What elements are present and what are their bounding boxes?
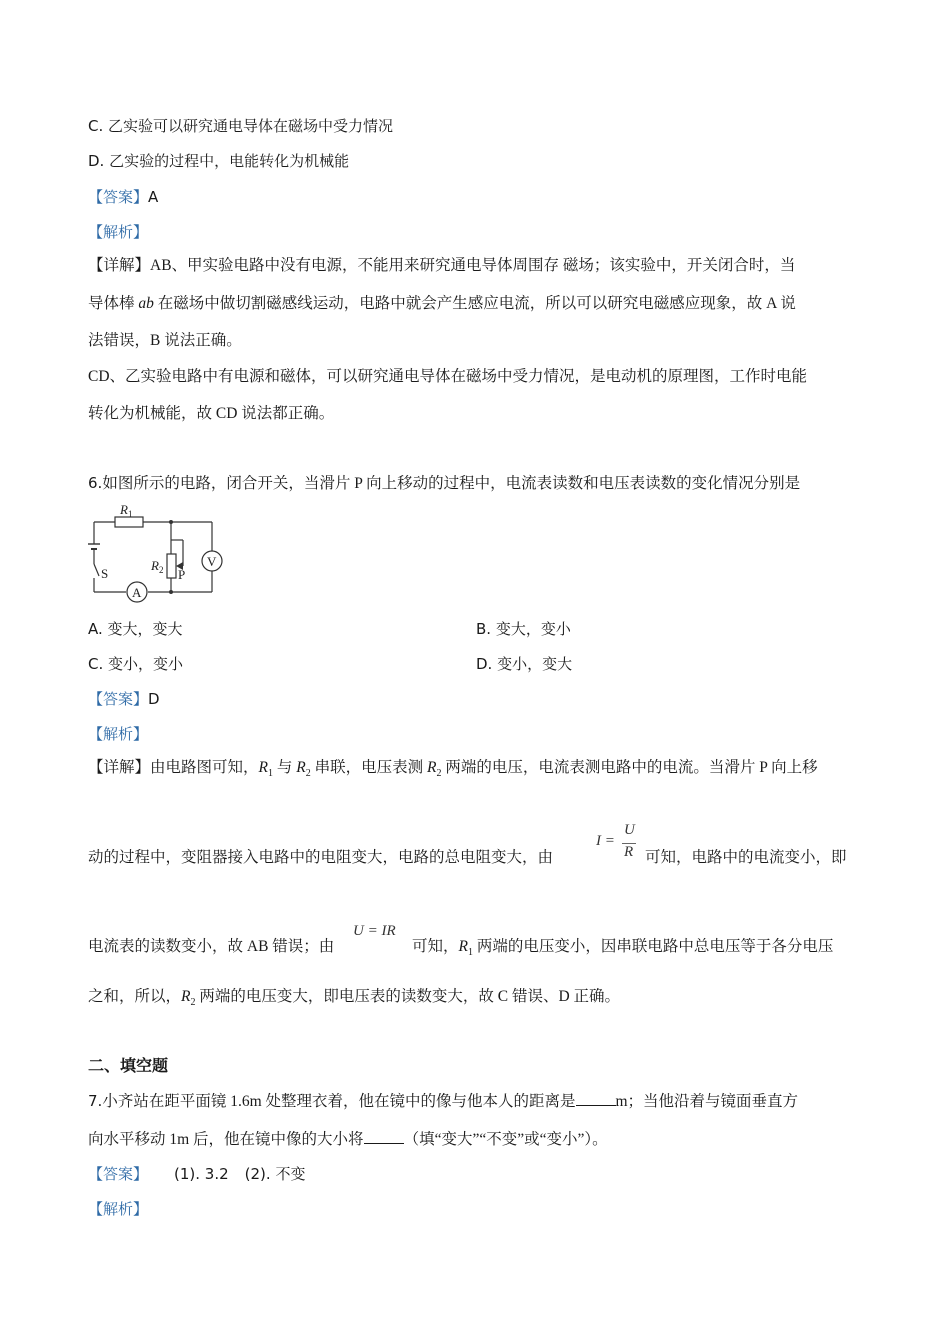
label-r2: $R_2$ [151, 558, 164, 575]
subscript: 2 [190, 997, 196, 1009]
q7-answer [88, 1164, 305, 1184]
q5-answer [88, 187, 158, 207]
detail-tag: 【详解】 [88, 759, 151, 776]
q6-option-b: B. 变大，变小 [476, 620, 571, 638]
question-number: 6. [88, 474, 103, 492]
label-s: S [101, 566, 109, 581]
answer-tag: 【答案】 [88, 188, 149, 206]
q5-detail-line-3: 法错误，B 说法正确。 [88, 332, 242, 349]
detail-text: 由电路图可知， [150, 759, 259, 776]
switch-s [94, 564, 99, 576]
answer-value-2: (2). 不变 [244, 1165, 306, 1183]
q5-detail-line-2 [88, 294, 796, 314]
var-r: R [181, 988, 191, 1005]
label-p: P [178, 567, 186, 582]
detail-text: AB、甲实验电路中没有电源，不能用来研究通电导体周围存 磁场；该实验中，开关闭合时，当 [150, 257, 796, 274]
question-text: 向水平移动 1m 后，他在镜中像的大小将 [88, 1131, 364, 1148]
q7-analysis-tag: 【解析】 [88, 1200, 149, 1218]
detail-tag: 【详解】 [88, 257, 151, 274]
formula-lhs: I = [596, 833, 615, 849]
var-ab: ab [138, 295, 154, 312]
var-r: R [296, 759, 306, 776]
detail-text: 与 [273, 759, 297, 776]
detail-text: 两端的电压，电流表测电路中的电流。当滑片 P 向上移 [441, 759, 818, 776]
q5-analysis-tag: 【解析】 [88, 223, 149, 241]
label-a: A [132, 585, 142, 600]
resistor-r2 [167, 554, 176, 578]
subscript: 1 [268, 768, 273, 780]
circuit-diagram [86, 500, 228, 604]
q6-stem [88, 473, 800, 494]
q6-option-d: D. 变小，变大 [476, 655, 573, 673]
q6-analysis-tag: 【解析】 [88, 725, 149, 743]
detail-text: 两端的电压变小，因串联电路中总电压等于各分电压 [472, 938, 834, 955]
q6-detail-line-2b: 可知，电路中的电流变小，即 [645, 849, 847, 866]
detail-text: 在磁场中做切割磁感线运动，电路中就会产生感应电流，所以可以研究电磁感应现象，故 A 说 [153, 295, 796, 312]
answer-blank[interactable] [364, 1129, 404, 1144]
question-text: 如图所示的电路，闭合开关，当滑片 P 向上移动的过程中，电流表读数和电压表读数的变化情况分别是 [102, 475, 801, 492]
detail-text: 可知， [412, 938, 459, 955]
q6-detail-line-2a: 动的过程中，变阻器接入电路中的电阻变大，电路的总电阻变大，由 [88, 849, 554, 866]
section-heading: 二、填空题 [88, 1056, 169, 1075]
q7-stem-line-2 [88, 1129, 608, 1150]
formula-ohms-law-voltage: U = IR [353, 923, 396, 939]
detail-text: 导体棒 [88, 295, 139, 312]
var-r: R [427, 759, 437, 776]
q6-option-a: A. 变大，变大 [88, 620, 183, 638]
question-text: （填“变大”“不变”或“变小”）。 [403, 1131, 608, 1148]
answer-tag: 【答案】 [88, 1165, 149, 1183]
q6-detail-line-3a: 电流表的读数变小，故 AB 错误；由 [88, 938, 335, 955]
question-number: 7. [88, 1092, 103, 1110]
question-text: m；当他沿着与镜面垂直方 [615, 1093, 799, 1110]
q6-detail-line-3b [412, 937, 833, 963]
answer-blank[interactable] [576, 1091, 616, 1106]
answer-value: D [148, 690, 160, 708]
detail-text: 串联，电压表测 [310, 759, 427, 776]
q6-answer [88, 689, 160, 709]
junction-dot [169, 520, 173, 524]
question-text: 小齐站在距平面镜 1.6m 处整理衣着，他在镜中的像与他本人的距离是 [102, 1093, 576, 1110]
q5-detail-line-1 [88, 256, 795, 276]
q5-detail-line-5: 转化为机械能，故 CD 说法都正确。 [88, 405, 335, 422]
formula-numerator: U [624, 822, 635, 838]
junction-dot [169, 590, 173, 594]
q6-option-c: C. 变小，变小 [88, 655, 184, 673]
subscript: 2 [436, 768, 442, 780]
q6-detail-line-1 [88, 758, 818, 784]
formula-ohms-law-current [596, 822, 638, 866]
label-r1: $R_1$ [120, 502, 133, 519]
q7-stem-line-1 [88, 1091, 798, 1112]
detail-text: 之和，所以， [88, 988, 182, 1005]
subscript: 1 [467, 947, 473, 959]
answer-tag: 【答案】 [88, 690, 149, 708]
q5-option-c: C. 乙实验可以研究通电导体在磁场中受力情况 [88, 117, 394, 135]
q5-detail-line-4: CD、乙实验电路中有电源和磁体，可以研究通电导体在磁场中受力情况，是电动机的原理图，工作时电能 [88, 368, 808, 385]
label-v: V [207, 554, 217, 569]
detail-text: 两端的电压变大，即电压表的读数变大，故 C 错误、D 正确。 [195, 988, 621, 1005]
subscript: 2 [305, 768, 311, 780]
q6-detail-line-4 [88, 987, 620, 1013]
formula-denominator: R [624, 844, 634, 860]
q5-option-d: D. 乙实验的过程中，电能转化为机械能 [88, 152, 350, 170]
var-r: R [258, 759, 268, 776]
answer-value-1: (1). 3.2 [174, 1165, 229, 1183]
var-r: R [458, 938, 468, 955]
answer-value: A [148, 188, 159, 206]
